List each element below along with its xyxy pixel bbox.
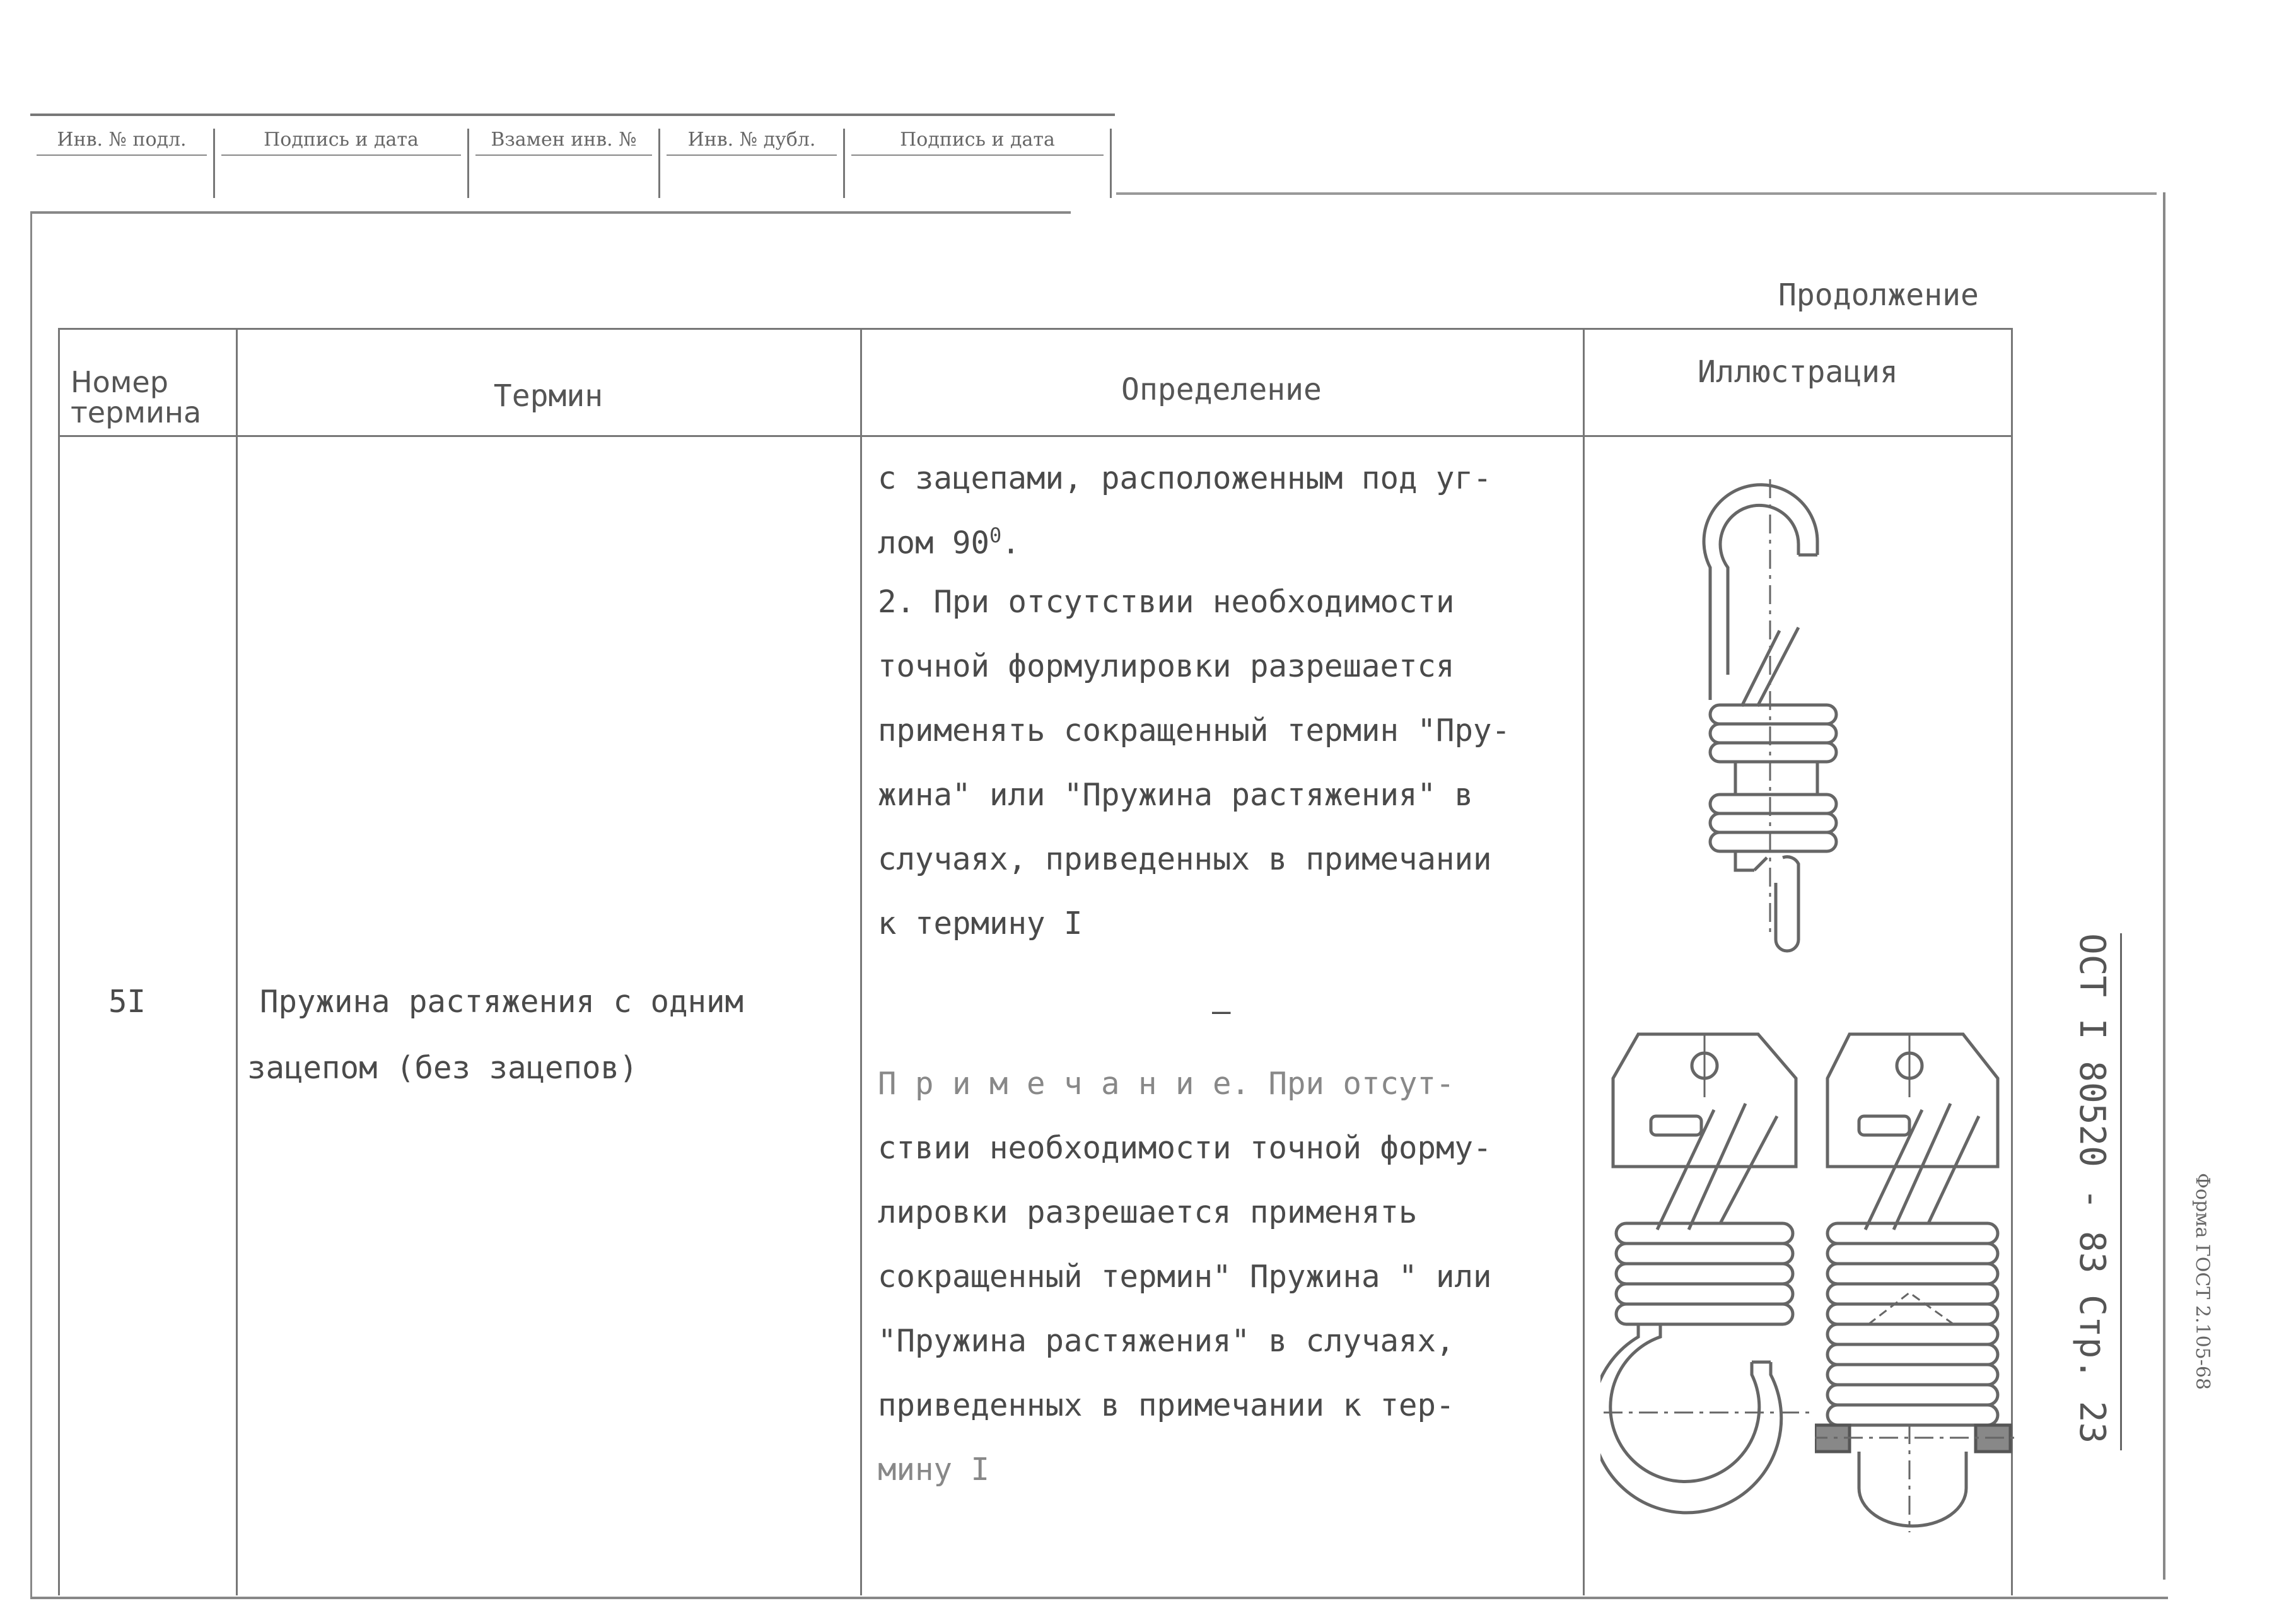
table-header-border <box>58 435 2013 437</box>
degree-mark: 0 <box>989 523 1002 547</box>
form-standard-text: Форма ГОСТ 2.105-68 <box>2191 1173 2213 1390</box>
definition-line-text: лом 90 <box>878 525 990 561</box>
spring-one-hook-illustration <box>1600 1022 1827 1539</box>
stamp-label: Подпись и дата <box>221 129 461 156</box>
terms-table <box>58 328 2013 1595</box>
document-code-text: ОСТ I 80520 - 83 Стр. 23 <box>2072 933 2112 1444</box>
definition-line: к термину I <box>878 906 1083 941</box>
separator-dash: – <box>1212 993 1231 1029</box>
spring-without-hooks-illustration <box>1815 1022 2023 1539</box>
header-number <box>71 367 228 428</box>
term-number: 5I <box>108 984 146 1020</box>
stamp-cell-signature-date-2 <box>845 129 1112 198</box>
note-line: приведенных в примечании к тер- <box>878 1387 1455 1423</box>
note-line: "Пружина растяжения" в случаях, <box>878 1323 1455 1359</box>
table-col-divider-3 <box>1583 328 1585 1595</box>
definition-line: случаях, приведенных в примечании <box>878 841 1492 877</box>
frame-left-line <box>30 211 32 1599</box>
stamp-cell-inv-dubl <box>660 129 845 198</box>
header-illustration: Иллюстрация <box>1698 354 1898 390</box>
definition-line: с зацепами, расположенным под уг- <box>878 460 1492 496</box>
frame-top-line <box>30 211 1071 214</box>
spring-two-hooks-illustration <box>1672 467 1887 971</box>
term-line-2: зацепом (без зацепов) <box>247 1050 638 1086</box>
definition-line: жина" или "Пружина растяжения" в <box>878 777 1474 813</box>
stamp-label: Подпись и дата <box>851 129 1104 156</box>
table-top-border <box>58 328 2013 330</box>
note-line: П р и м е ч а н и е. При отсут- <box>878 1066 1455 1102</box>
document-code <box>2072 933 2112 1450</box>
definition-block <box>878 460 1578 1595</box>
header-number-line1: Номер <box>71 365 168 399</box>
stamp-row <box>30 114 1115 211</box>
form-standard <box>2188 1173 2213 1576</box>
note-line: мину I <box>878 1452 990 1488</box>
stamp-cell-replacement <box>469 129 660 198</box>
frame-right-line <box>2163 192 2165 1580</box>
table-left-border <box>58 328 60 1595</box>
stamp-label: Инв. № подл. <box>37 129 207 156</box>
frame-bottom-line <box>30 1597 2168 1599</box>
degree-dot: . <box>1001 525 1020 561</box>
definition-line: применять сокращенный термин "Пру- <box>878 713 1511 749</box>
stamp-label: Инв. № дубл. <box>667 129 837 156</box>
header-number-line2: термина <box>71 395 202 429</box>
table-col-divider-2 <box>860 328 862 1595</box>
definition-line: 2. При отсутствии необходимости <box>878 584 1455 620</box>
frame-top-right-line <box>1116 192 2157 195</box>
stamp-label: Взамен инв. № <box>475 129 652 156</box>
definition-line: точной формулировки разрешается <box>878 648 1455 684</box>
note-line: лировки разрешается применять <box>878 1194 1418 1230</box>
definition-line-with-degree <box>878 523 1020 561</box>
stamp-cell-signature-date <box>215 129 469 198</box>
table-col-divider-1 <box>236 328 238 1595</box>
header-term: Термин <box>493 378 603 414</box>
header-definition: Определение <box>1121 372 1322 407</box>
note-line: ствии необходимости точной форму- <box>878 1130 1492 1166</box>
document-code-underline <box>2120 933 2122 1450</box>
stamp-cell-inv-podl <box>30 129 215 198</box>
continuation-label: Продолжение <box>1778 277 1979 313</box>
note-line: сокращенный термин" Пружина " или <box>878 1259 1492 1295</box>
term-line-1: Пружина растяжения с одним <box>260 984 744 1020</box>
